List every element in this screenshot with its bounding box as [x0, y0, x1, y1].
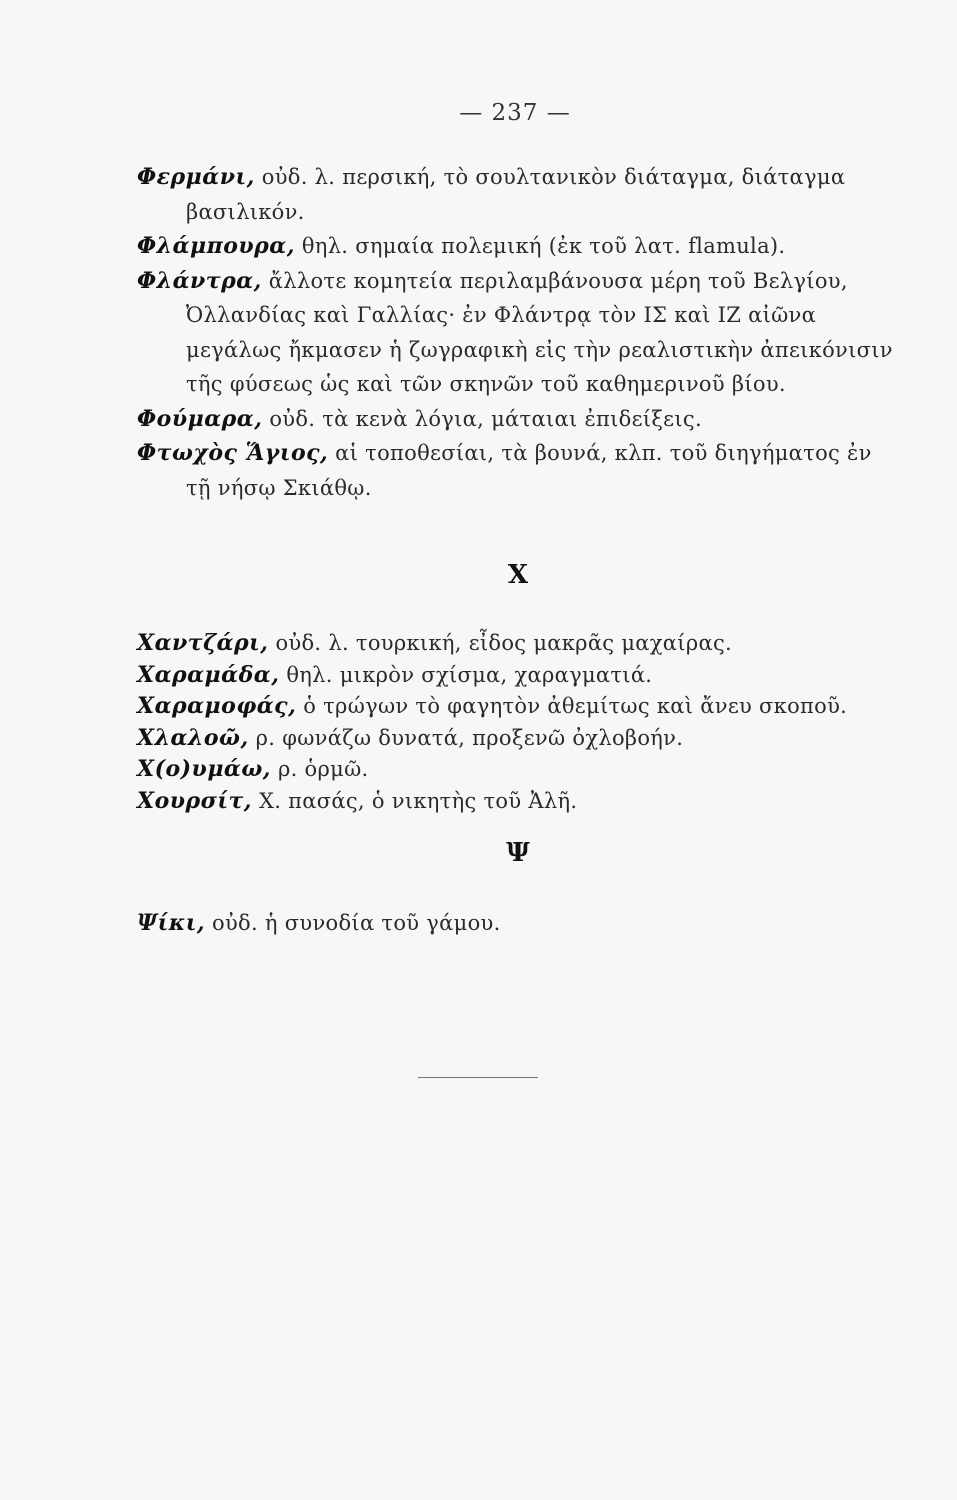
- section-psi-entries: [137, 906, 897, 941]
- dictionary-entry: [137, 229, 897, 264]
- dictionary-entry: [137, 691, 897, 723]
- dictionary-entry: [137, 160, 897, 229]
- entry-headword: Χουρσίτ,: [137, 787, 252, 814]
- entry-definition: ἄλλοτε κομητεία περιλαμβάνουσα μέρη τοῦ Βελγίου, Ὀλλανδίας καὶ Γαλλίας· ἐν Φλάντρᾳ τὸν ΙΣ καὶ ΙΖ αἰῶνα μεγάλως ἤκμασεν ἡ ζωγραφικὴ εἰς τὴν ρεαλιστικὴν ἀπεικόνισιν τῆς φύσεως ὡς καὶ τῶν σκηνῶν τοῦ καθημερινοῦ βίου.: [186, 268, 893, 396]
- entry-definition: ρ. ὁρμῶ.: [270, 757, 369, 781]
- entry-definition: οὐδ. τὰ κενὰ λόγια, μάταιαι ἐπιδείξεις.: [262, 406, 702, 431]
- entry-headword: Φερμάνι,: [137, 164, 255, 190]
- dictionary-entry: [137, 786, 897, 818]
- entry-definition: θηλ. σημαία πολεμική (ἐκ τοῦ λατ. flamula).: [294, 234, 786, 258]
- entry-definition: ὁ τρώγων τὸ φαγητὸν ἀθεμίτως καὶ ἄνευ σκοποῦ.: [296, 694, 848, 718]
- entry-definition: Χ. πασάς, ὁ νικητὴς τοῦ Ἀλῆ.: [251, 788, 578, 813]
- entry-definition: ρ. φωνάζω δυνατά, προξενῶ ὀχλοβοήν.: [248, 725, 684, 750]
- entry-headword: Φούμαρα,: [137, 405, 263, 432]
- dictionary-entry: [137, 723, 897, 755]
- entry-definition: οὐδ. λ. περσική, τὸ σουλτανικὸν διάταγμα, διάταγμα βασιλικόν.: [186, 165, 846, 224]
- entry-headword: Φλάντρα,: [137, 267, 262, 294]
- section-letter-psi: Ψ: [506, 838, 530, 868]
- dictionary-entry: [137, 436, 897, 505]
- entry-headword: Χαραμοφάς,: [137, 693, 297, 719]
- section-phi-entries: [137, 160, 897, 505]
- entry-headword: Χαραμάδα,: [137, 661, 280, 688]
- entry-definition: αἱ τοποθεσίαι, τὰ βουνά, κλπ. τοῦ διηγήματος ἐν τῇ νήσῳ Σκιάθῳ.: [186, 441, 872, 500]
- end-rule-divider: [418, 1077, 538, 1078]
- entry-headword: Χ(ο)υμάω,: [137, 756, 271, 782]
- entry-definition: οὐδ. ἡ συνοδία τοῦ γάμου.: [205, 911, 501, 935]
- entry-definition: οὐδ. λ. τουρκική, εἶδος μακρᾶς μαχαίρας.: [268, 631, 732, 655]
- section-chi-entries: [137, 628, 897, 817]
- entry-headword: Ψίκι,: [137, 910, 206, 936]
- dictionary-entry: [137, 660, 897, 692]
- dictionary-entry: [137, 906, 897, 941]
- dictionary-entry: [137, 402, 897, 437]
- entry-headword: Χλαλοῶ,: [137, 724, 249, 751]
- dictionary-entry: [137, 628, 897, 660]
- dictionary-entry: [137, 754, 897, 786]
- entry-headword: Χαντζάρι,: [137, 630, 269, 656]
- entry-headword: Φλάμπουρα,: [137, 233, 295, 259]
- dictionary-entry: [137, 264, 897, 402]
- entry-definition: θηλ. μικρὸν σχίσμα, χαραγματιά.: [279, 662, 653, 687]
- entry-headword: Φτωχὸς Ἅγιος,: [137, 440, 329, 466]
- page-number: — 237 —: [459, 100, 571, 126]
- section-letter-chi: Χ: [507, 560, 529, 590]
